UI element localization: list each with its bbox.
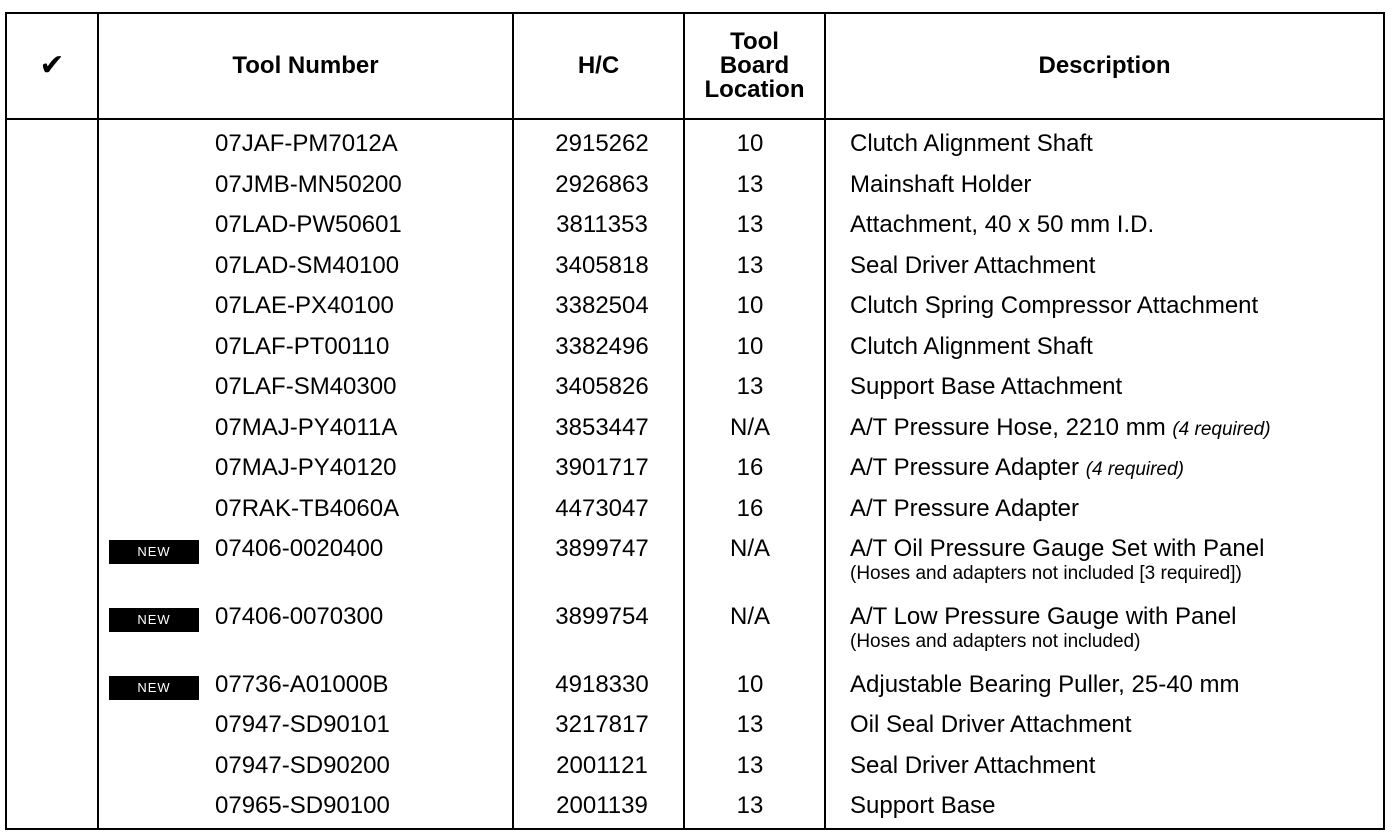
tool-board-location-header: Tool Board Location (704, 28, 805, 103)
hc-cell: 3382496 (555, 333, 649, 360)
tool-number-cell: 07736-A01000B (215, 671, 389, 698)
tool-number-header: Tool Number (232, 52, 379, 79)
hc-cell: 2926863 (555, 171, 649, 198)
quantity-note: (4 required) (1085, 459, 1184, 480)
description-note: (Hoses and adapters not included) (850, 631, 1141, 652)
hc-cell: 3217817 (555, 711, 649, 738)
description-text: A/T Pressure Adapter (850, 454, 1080, 481)
description-cell (850, 212, 1154, 238)
description-text: Support Base (850, 792, 996, 819)
description-text: Support Base Attachment (850, 373, 1123, 400)
description-cell (850, 455, 1184, 483)
location-cell: 13 (736, 792, 764, 819)
description-text: A/T Pressure Hose, 2210 mm (850, 414, 1166, 441)
description-cell (850, 672, 1240, 698)
description-cell (850, 253, 1095, 279)
description-note: (Hoses and adapters not included [3 required]) (850, 563, 1242, 584)
description-text: Clutch Alignment Shaft (850, 130, 1093, 157)
tool-number-cell: 07LAD-PW50601 (215, 211, 402, 238)
location-cell: 13 (736, 711, 764, 738)
description-cell (850, 293, 1258, 319)
checkmark-icon: ✔ (39, 49, 65, 82)
hc-cell: 2001121 (556, 752, 648, 779)
description-header: Description (1038, 52, 1171, 79)
tool-table (5, 12, 1385, 830)
description-text: A/T Oil Pressure Gauge Set with Panel (850, 535, 1265, 562)
location-cell: 13 (736, 252, 764, 279)
check-column-header (7, 14, 97, 118)
tool-number-cell: 07947-SD90200 (215, 752, 390, 779)
location-cell: 10 (736, 333, 764, 360)
description-text: Adjustable Bearing Puller, 25-40 mm (850, 671, 1240, 698)
column-divider (97, 14, 99, 828)
tool-number-cell: 07406-0020400 (215, 535, 384, 562)
location-cell: 10 (736, 671, 764, 698)
hc-cell: 3853447 (555, 414, 649, 441)
location-cell: N/A (729, 535, 770, 562)
hc-header: H/C (577, 52, 620, 79)
description-cell (850, 334, 1093, 360)
description-text: Seal Driver Attachment (850, 752, 1096, 779)
tool-number-cell: 07965-SD90100 (215, 792, 390, 819)
hc-cell: 2915262 (555, 130, 649, 157)
description-text: Oil Seal Driver Attachment (850, 711, 1132, 738)
tool-number-cell: 07LAE-PX40100 (215, 292, 394, 319)
location-cell: 10 (736, 130, 764, 157)
hc-cell: 3382504 (555, 292, 649, 319)
hc-cell: 3899754 (555, 603, 649, 630)
description-cell (850, 374, 1122, 400)
description-cell (850, 604, 1236, 654)
description-text: Attachment, 40 x 50 mm I.D. (850, 211, 1155, 238)
new-badge: NEW (109, 676, 199, 700)
hc-cell: 3811353 (556, 211, 648, 238)
description-cell (850, 496, 1079, 522)
description-text: Seal Driver Attachment (850, 252, 1096, 279)
description-text: Mainshaft Holder (850, 171, 1032, 198)
tool-number-cell: 07LAD-SM40100 (215, 252, 400, 279)
location-cell: N/A (729, 603, 770, 630)
tool-number-cell: 07LAF-PT00110 (215, 333, 390, 360)
hc-cell: 3901717 (555, 454, 649, 481)
location-cell: 13 (736, 752, 764, 779)
description-cell (850, 415, 1271, 443)
description-text: Clutch Spring Compressor Attachment (850, 292, 1259, 319)
hc-cell: 3405818 (555, 252, 649, 279)
hc-cell: 4473047 (555, 495, 649, 522)
hc-cell: 4918330 (555, 671, 649, 698)
tool-number-cell: 07MAJ-PY40120 (215, 454, 397, 481)
location-cell: 13 (736, 211, 764, 238)
description-text: A/T Low Pressure Gauge with Panel (850, 603, 1237, 630)
tool-number-cell: 07947-SD90101 (215, 711, 390, 738)
location-cell: 10 (736, 292, 764, 319)
description-cell (850, 536, 1264, 586)
description-text: A/T Pressure Adapter (850, 495, 1080, 522)
description-cell (850, 753, 1095, 779)
hc-cell: 3405826 (555, 373, 649, 400)
description-cell (850, 793, 995, 819)
hc-cell: 3899747 (555, 535, 649, 562)
tool-number-cell: 07406-0070300 (215, 603, 384, 630)
description-cell (850, 131, 1093, 157)
tool-number-cell: 07JAF-PM7012A (215, 130, 398, 157)
description-cell (850, 712, 1131, 738)
quantity-note: (4 required) (1172, 419, 1271, 440)
description-cell (850, 172, 1031, 198)
column-divider (512, 14, 514, 828)
hc-cell: 2001139 (556, 792, 648, 819)
location-cell: N/A (729, 414, 770, 441)
tool-number-cell: 07LAF-SM40300 (215, 373, 397, 400)
description-text: Clutch Alignment Shaft (850, 333, 1093, 360)
new-badge: NEW (109, 540, 199, 564)
location-cell: 16 (736, 454, 764, 481)
header-divider (7, 118, 1383, 120)
tool-number-cell: 07JMB-MN50200 (215, 171, 402, 198)
new-badge: NEW (109, 608, 199, 632)
location-cell: 13 (736, 171, 764, 198)
location-cell: 13 (736, 373, 764, 400)
tool-number-cell: 07MAJ-PY4011A (215, 414, 398, 441)
column-divider (824, 14, 826, 828)
tool-number-cell: 07RAK-TB4060A (215, 495, 400, 522)
location-cell: 16 (736, 495, 764, 522)
